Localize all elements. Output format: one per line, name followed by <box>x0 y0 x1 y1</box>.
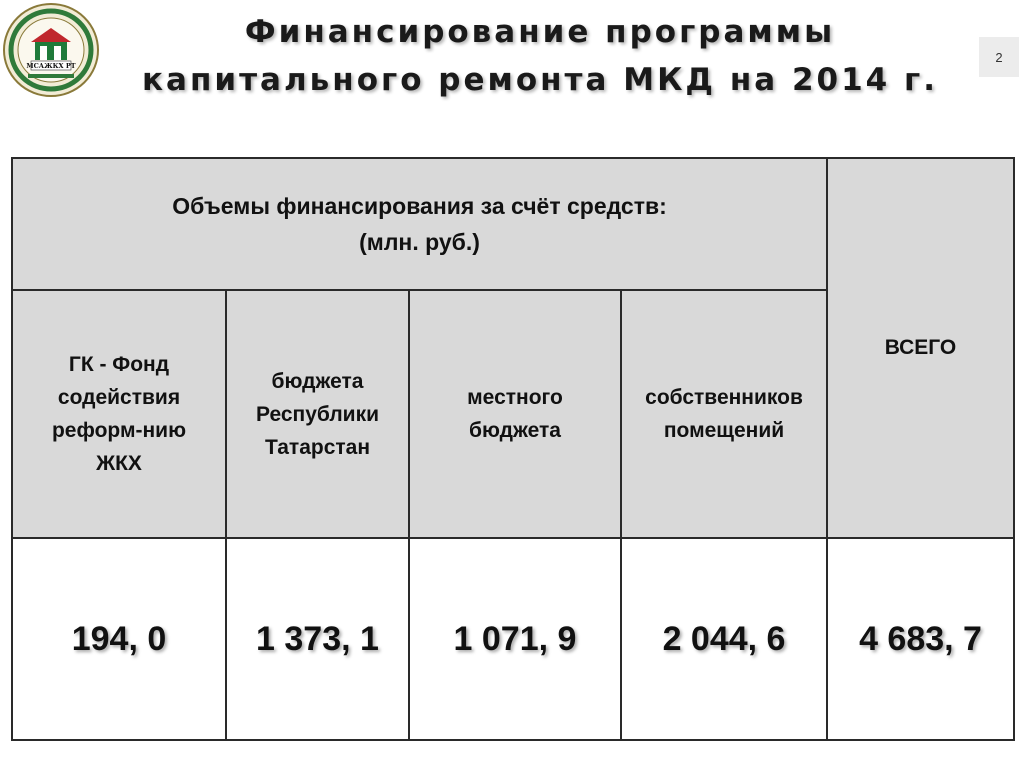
column-header-owners: собственников помещений <box>621 290 827 538</box>
emblem-icon <box>2 2 100 98</box>
total-column-header: ВСЕГО <box>827 158 1014 538</box>
value-local-budget: 1 071, 9 <box>409 538 621 740</box>
financing-sources-header: Объемы финансирования за счёт средств: (млн. руб.) <box>12 158 827 290</box>
title-line-1: Финансирование программы <box>244 14 836 50</box>
column-header-republic-budget: бюджета Республики Татарстан <box>226 290 409 538</box>
financing-table <box>11 157 1015 741</box>
value-republic-budget: 1 373, 1 <box>226 538 409 740</box>
slide-title <box>110 8 970 104</box>
column-header-local-budget: местного бюджета <box>409 290 621 538</box>
table-header-row <box>12 158 1014 290</box>
title-line-2: капитального ремонта МКД на 2014 г. <box>141 62 938 98</box>
table-values-row <box>12 538 1014 740</box>
value-owners: 2 044, 6 <box>621 538 827 740</box>
value-fund: 194, 0 <box>12 538 226 740</box>
emblem-caption: МСАЖКХ РТ <box>26 62 76 70</box>
page-number-badge: 2 <box>979 37 1019 77</box>
column-header-fund: ГК - Фонд содействия реформ-нию ЖКХ <box>12 290 226 538</box>
value-total: 4 683, 7 <box>827 538 1014 740</box>
